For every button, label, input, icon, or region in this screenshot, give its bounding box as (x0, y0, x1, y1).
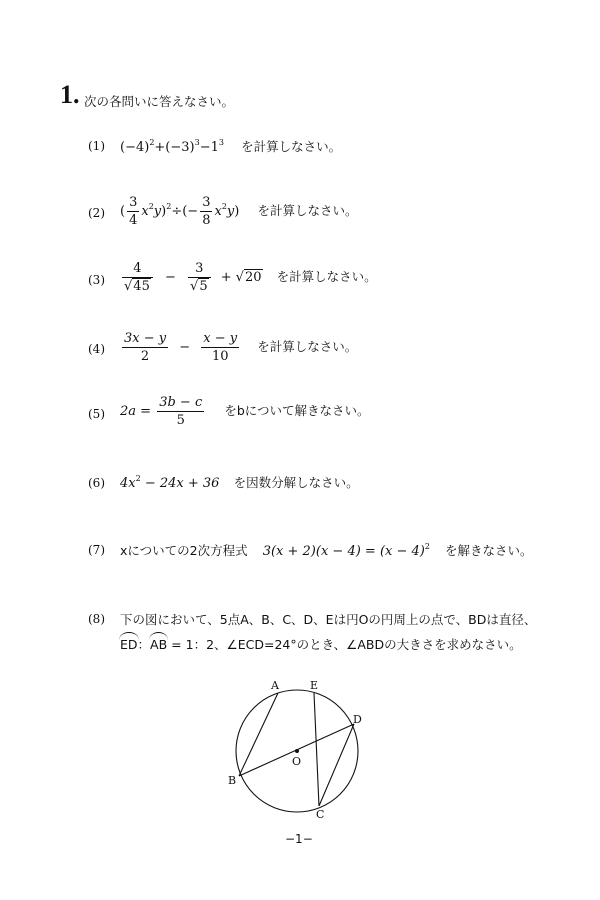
p6-instruction: を因数分解しなさい。 (233, 475, 359, 490)
chord-cd (319, 724, 354, 806)
p4-f1-denominator: 2 (140, 349, 150, 364)
p5-instruction: をbについて解きなさい。 (224, 403, 370, 418)
p2-f1-denominator: 4 (129, 213, 138, 228)
point-a-label: A (271, 679, 279, 692)
p3-sqrt: √20 (235, 270, 262, 285)
p1-term2: +(−3) (154, 140, 195, 155)
instruction-text: 次の各問いに答えなさい。 (84, 94, 235, 109)
p3-f2-denominator: √5 (190, 279, 208, 294)
problem-6-label: (6) (88, 476, 105, 490)
problem-5 (120, 394, 370, 429)
p4-instruction: を計算しなさい。 (257, 339, 358, 354)
p2-divide: ÷(− (171, 204, 199, 219)
question-number: 1. (60, 80, 80, 109)
p3-instruction: を計算しなさい。 (276, 269, 377, 284)
problem-1 (120, 136, 341, 155)
p1-exp3: 3 (218, 138, 224, 147)
chord-ab (239, 693, 278, 776)
p5-numerator: 3b − c (159, 395, 203, 410)
p6-rest: − 24x + 36 (144, 476, 220, 491)
p3-f1-numerator: 4 (122, 260, 153, 278)
p2-var-x: x (141, 204, 149, 219)
p1-term3: −1 (199, 140, 219, 155)
p2-exp: 2 (166, 202, 172, 211)
p2-exp-x2: 2 (221, 202, 227, 211)
p2-f2-numerator: 3 (202, 195, 211, 210)
p1-exp1: 2 (149, 138, 155, 147)
p4-minus: − (179, 340, 191, 355)
p2-fraction-1 (127, 194, 139, 229)
p4-f2-numerator: x − y (203, 331, 238, 346)
problem-8-line-2 (120, 635, 522, 653)
circle-figure (220, 670, 380, 820)
problem-7-label: (7) (88, 543, 105, 557)
p4-f1-numerator: 3x − y (124, 331, 167, 346)
p3-fraction-1 (122, 260, 153, 295)
p3-f2-numerator: 3 (188, 260, 211, 278)
problem-3 (120, 260, 377, 295)
p2-close: ) (161, 204, 167, 219)
point-d-label: D (353, 713, 362, 726)
p2-instruction: を計算しなさい。 (257, 203, 358, 218)
p2-f2-denominator: 8 (202, 213, 211, 228)
p1-term1: (−4) (120, 140, 150, 155)
p7-exp: 2 (424, 542, 430, 551)
p5-fraction (157, 394, 204, 429)
p5-denominator: 5 (176, 413, 185, 428)
p3-f1-denominator: √45 (124, 279, 150, 294)
p5-lhs: 2a = (120, 404, 152, 419)
chord-ec (314, 693, 319, 806)
problem-5-label: (5) (88, 407, 105, 421)
problem-8-line-1: 下の図において、5点A、B、C、D、Eは円Oの円周上の点で、BDは直径、 (120, 612, 537, 627)
p4-fraction-2 (201, 330, 239, 365)
problem-1-label: (1) (88, 139, 105, 153)
center-o-label: O (292, 755, 302, 768)
p2-var-y2: y (226, 204, 235, 219)
p1-exp2: 3 (194, 138, 200, 147)
problem-4-label: (4) (88, 342, 105, 356)
arc-ed: ED (120, 637, 138, 652)
problem-8-condition: = 1：2、∠ECD=24°のとき、∠ABDの大きさを求めなさい。 (171, 637, 522, 652)
point-e-label: E (310, 679, 319, 692)
p2-fraction-2 (200, 194, 212, 229)
p1-instruction: を計算しなさい。 (241, 139, 342, 154)
p2-var-x2: x (214, 204, 222, 219)
problem-6 (120, 473, 359, 491)
p4-f2-denominator: 10 (211, 349, 229, 364)
p3-fraction-2 (188, 260, 211, 295)
problem-2-label: (2) (88, 206, 105, 220)
problem-7 (120, 540, 533, 559)
p2-exp-x: 2 (148, 202, 154, 211)
problem-8-label: (8) (88, 612, 105, 626)
p7-instruction: を解きなさい。 (445, 543, 533, 558)
p7-lead: xについての2次方程式 (120, 543, 248, 558)
p7-equation: 3(x + 2)(x − 4) = (x − 4) (262, 544, 425, 559)
p2-f1-numerator: 3 (129, 195, 138, 210)
p6-term1: 4x (120, 476, 136, 491)
p4-fraction-1 (122, 330, 168, 365)
p6-exp: 2 (135, 474, 141, 483)
point-c-label: C (316, 808, 325, 820)
problem-3-label: (3) (88, 273, 105, 287)
arc-colon: ： (137, 637, 151, 652)
problem-2 (120, 194, 358, 229)
center-dot (295, 749, 299, 753)
problem-4 (120, 330, 357, 365)
p3-plus: + (220, 270, 232, 285)
p2-open: ( (120, 204, 126, 219)
arc-ab: AB (150, 637, 168, 652)
point-b-label: B (228, 774, 237, 787)
p2-close2: ) (234, 204, 240, 219)
p3-minus: − (164, 270, 176, 285)
page-number: −1− (285, 832, 313, 846)
p2-var-y: y (153, 204, 162, 219)
